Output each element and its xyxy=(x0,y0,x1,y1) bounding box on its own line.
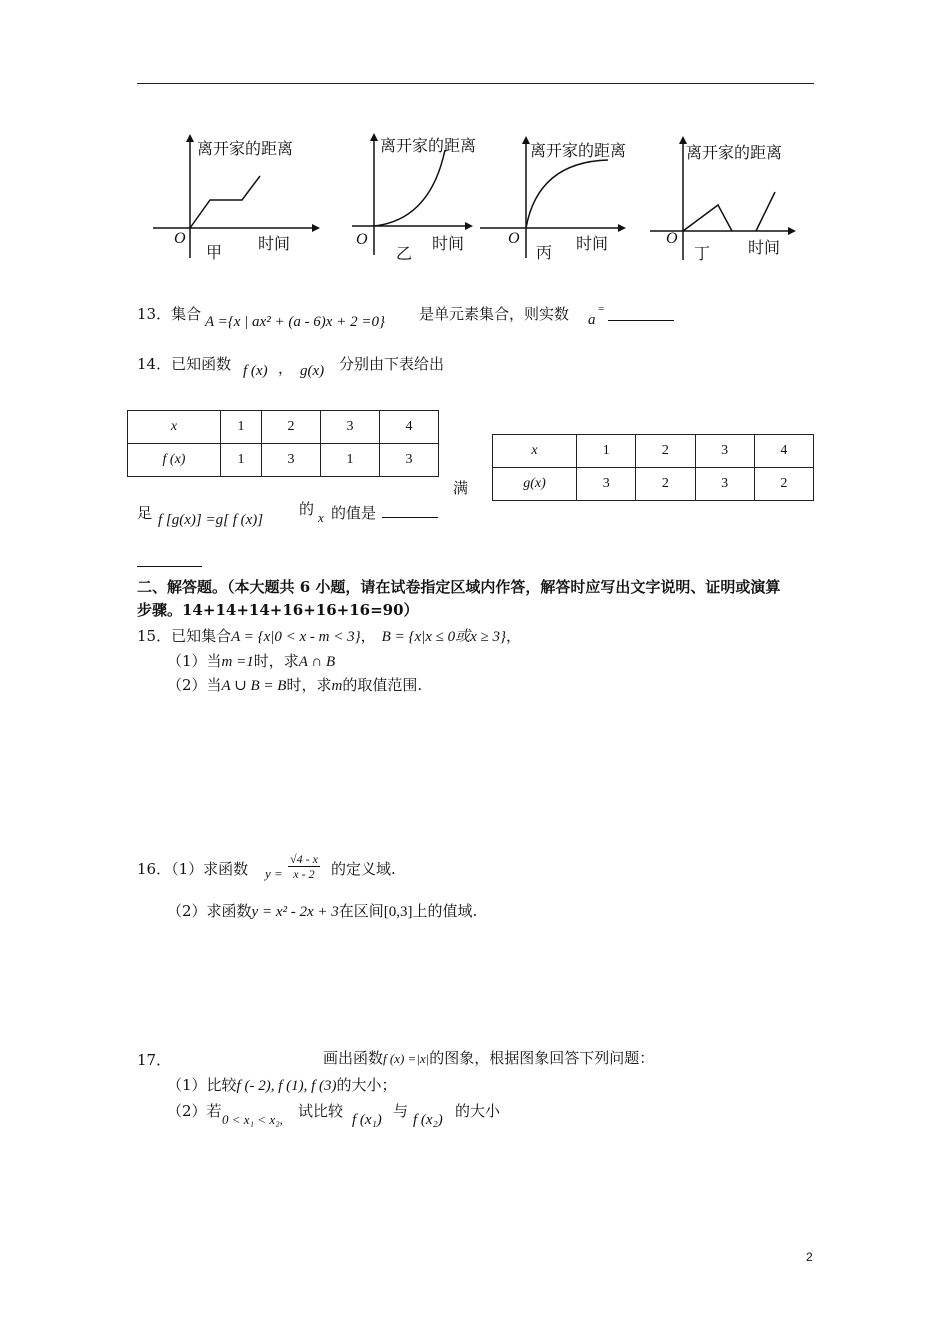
q14-zu: 足 xyxy=(137,504,153,522)
graph-jia xyxy=(150,130,320,260)
q17-part2-mid: 试比较 xyxy=(298,1102,344,1120)
q14-answer-blank-cont xyxy=(137,566,202,567)
q15-part2-pre: （2）当 xyxy=(167,676,222,694)
table-g-header-cell: 1 xyxy=(577,435,636,468)
table-g-header-cell: 3 xyxy=(695,435,754,468)
table-f-header-x: x xyxy=(128,411,221,444)
q15-part2-cond: A ∪ B = B xyxy=(221,678,287,694)
section2-heading-line2: 步骤。14+14+14+16+16+16=90） xyxy=(137,601,419,619)
q14-condition: f [g(x)] =g[ f (x)] xyxy=(158,512,264,528)
q16-part2-interval: [0,3] xyxy=(383,904,413,920)
table-f-cell: 1 xyxy=(321,444,380,477)
graph-ding-xlabel: 时间 xyxy=(748,238,781,257)
q17-part2-post: 的大小 xyxy=(455,1102,501,1120)
q16-part1-numerator: √4 - x xyxy=(290,852,318,866)
q17-part1-pre: （1）比较 xyxy=(167,1076,237,1094)
q14-comma: ， xyxy=(278,359,294,377)
q15-part2 xyxy=(167,674,422,695)
table-f-header-cell: 3 xyxy=(321,411,380,444)
q15-pre: 已知集合 xyxy=(171,627,232,645)
q17-func: f (x) =|x| xyxy=(383,1051,430,1066)
header-rule xyxy=(137,83,814,84)
q15-part1 xyxy=(167,650,335,671)
graph-jia-origin: O xyxy=(174,230,186,247)
q14-line xyxy=(137,353,231,374)
section2-heading-line1: 二、解答题。（本大题共 6 小题，请在试卷指定区域内作答，解答时应写出文字说明、证明或演算 xyxy=(137,578,781,596)
q17-part2-fx2: f (x₂) xyxy=(413,1112,443,1128)
q14-tail: 的值是 xyxy=(331,504,377,522)
graph-yi xyxy=(350,125,480,263)
q16-part2-expr: y = x² - 2x + 3 xyxy=(251,904,339,920)
q13-pre: 集合 xyxy=(171,305,202,323)
graph-jia-name: 甲 xyxy=(206,243,223,262)
table-f-header-cell: 2 xyxy=(262,411,321,444)
q15-line xyxy=(137,625,521,646)
graph-jia-ylabel: 离开家的距离 xyxy=(197,139,294,158)
graph-yi-name: 乙 xyxy=(396,244,413,263)
q13-line xyxy=(137,303,201,324)
q17-part2-cond: 0 < x₁ < x₂, xyxy=(222,1112,283,1127)
q17-line xyxy=(323,1047,654,1068)
q15-set-b: B = {x|x ≤ 0或x ≥ 3} xyxy=(381,629,506,645)
q16-part1-denominator: x - 2 xyxy=(293,867,315,881)
table-g-cell: 3 xyxy=(577,468,636,501)
table-f-cell: 3 xyxy=(262,444,321,477)
q17-part2-fx1: f (x₁) xyxy=(352,1112,382,1128)
q16-line xyxy=(137,858,248,879)
q13-number: 13． xyxy=(137,305,172,323)
graph-ding xyxy=(648,130,808,265)
q16-part1-fraction xyxy=(288,852,320,881)
table-f-header-cell: 4 xyxy=(380,411,439,444)
graph-bing-xlabel: 时间 xyxy=(576,234,609,253)
q15-part1-mid: 时，求 xyxy=(253,652,299,670)
table-g-row-label: g(x) xyxy=(493,468,577,501)
q16-part2 xyxy=(167,900,477,921)
q15-part1-expr: A ∩ B xyxy=(298,654,336,670)
q14-man: 满 xyxy=(453,479,469,497)
table-f-header-cell: 1 xyxy=(221,411,262,444)
q15-comma: ， xyxy=(360,627,376,645)
q16-part1-pre: （1）求函数 xyxy=(171,860,249,878)
q16-part2-post: 上的值域. xyxy=(412,902,478,920)
q16-number: 16． xyxy=(137,860,172,878)
table-g-cell: 2 xyxy=(636,468,695,501)
graph-bing xyxy=(478,130,638,260)
table-f-row-label: f (x) xyxy=(128,444,221,477)
q14-post: 分别由下表给出 xyxy=(339,355,445,373)
graph-jia-xlabel: 时间 xyxy=(258,234,291,253)
graph-yi-ylabel: 离开家的距离 xyxy=(380,136,477,155)
q16-part1-post: 的定义域. xyxy=(331,860,396,878)
q17-post: 的图象，根据图象回答下列问题： xyxy=(429,1049,655,1067)
graph-yi-xlabel: 时间 xyxy=(432,234,465,253)
q17-part2-pre: （2）若 xyxy=(167,1102,222,1120)
q17-number: 17． xyxy=(137,1051,172,1069)
table-f-cell: 1 xyxy=(221,444,262,477)
graph-yi-origin: O xyxy=(356,231,368,248)
q16-part2-mid: 在区间 xyxy=(338,902,384,920)
q14-number: 14． xyxy=(137,355,172,373)
q16-part1-y: y = xyxy=(265,866,283,881)
graph-bing-name: 丙 xyxy=(536,243,553,262)
q13-equals: = xyxy=(598,303,605,315)
graph-bing-ylabel: 离开家的距离 xyxy=(530,141,627,160)
q15-part1-pre: （1）当 xyxy=(167,652,222,670)
q17-pre: 画出函数 xyxy=(323,1049,384,1067)
q14-f: f (x) xyxy=(243,363,268,379)
q15-part2-mid: 时，求 xyxy=(286,676,332,694)
q17-part1-expr: f (- 2), f (1), f (3) xyxy=(236,1078,337,1094)
q13-set-expression: A ={x | ax² + (a - 6)x + 2 =0} xyxy=(205,314,385,330)
q17-part2-and: 与 xyxy=(393,1102,409,1120)
q15-number: 15． xyxy=(137,627,172,645)
q14-answer-blank xyxy=(382,503,438,518)
page-number: 2 xyxy=(806,1250,813,1264)
table-g xyxy=(492,434,814,501)
q13-answer-blank xyxy=(608,306,674,321)
q14-de: 的 xyxy=(299,500,315,518)
graph-ding-origin: O xyxy=(666,230,678,247)
q15-set-a: A = {x|0 < x - m < 3} xyxy=(231,629,361,645)
graph-bing-origin: O xyxy=(508,230,520,247)
q14-g: g(x) xyxy=(300,363,325,379)
table-g-header-x: x xyxy=(493,435,577,468)
table-g-header-cell: 4 xyxy=(754,435,813,468)
table-g-cell: 2 xyxy=(754,468,813,501)
q16-part2-pre: （2）求函数 xyxy=(167,902,252,920)
q15-part2-post: 的取值范围. xyxy=(342,676,423,694)
q14-pre: 已知函数 xyxy=(171,355,232,373)
q13-var: a xyxy=(588,312,596,328)
table-g-cell: 3 xyxy=(695,468,754,501)
table-g-header-cell: 2 xyxy=(636,435,695,468)
q17-part1-post: 的大小； xyxy=(336,1076,397,1094)
q14-x: x xyxy=(318,510,324,525)
q15-end: ， xyxy=(506,627,522,645)
q15-part1-cond: m =1 xyxy=(221,654,254,670)
q15-part2-var: m xyxy=(331,678,343,694)
graph-ding-name: 丁 xyxy=(694,244,711,263)
q17-part1 xyxy=(167,1074,397,1095)
table-f-cell: 3 xyxy=(380,444,439,477)
q13-post: 是单元素集合，则实数 xyxy=(419,305,570,323)
table-f xyxy=(127,410,439,477)
graph-ding-ylabel: 离开家的距离 xyxy=(686,143,783,162)
